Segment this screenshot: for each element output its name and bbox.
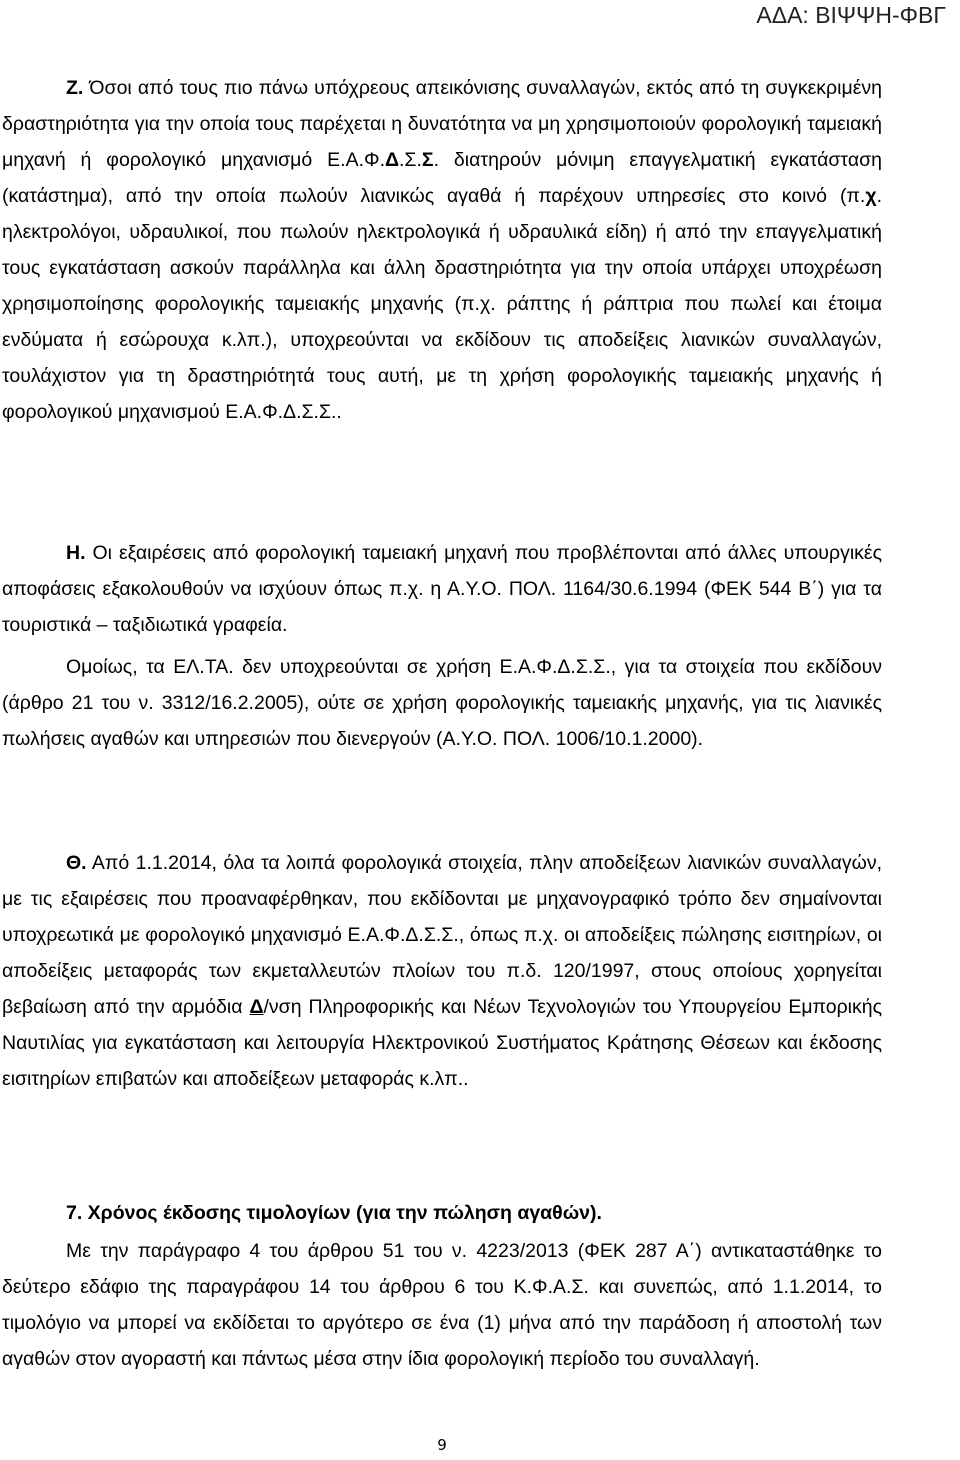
section-z-marker: Ζ. [66,77,84,99]
ada-header: ΑΔΑ: ΒΙΨΨΗ-ΦΒΓ [756,2,946,28]
section-z-text-a: Όσοι από τους πιο πάνω υπόχρεους απεικόνισης συναλλαγών, εκτός από τη συγκεκριμένη δραστηριότητα για την οποία τους παρέχεται η δυνατότητα να μη χρησιμοποιούν φορολογική ταμειακή μηχανή ή φορολογικό μηχανισμό Ε.Α.Φ. [2,77,882,171]
section-z-text-b: .Σ. [399,149,422,171]
section-z-text-d: . ηλεκτρολόγοι, υδραυλικοί, που πωλούν ηλεκτρολογικά ή υδραυλικά είδη) ή από την επαγγελματική τους εγκατάσταση ασκούν παράλληλα και άλλη δραστηριότητα για την οποία υπάρχει υποχρέωση χρησιμοποίησης φορολογικής ταμειακής μηχανής (π.χ. ράπτης ή ράπτρια που πωλεί και έτοιμα ενδύματα ή εσώρουχα κ.λπ.), υποχρεούνται να εκδίδουν τις αποδείξεις λιανικών συναλλαγών, τουλάχιστον για τη δραστηριότητά τους αυτή, με τη χρήση φορολογικής ταμειακής μηχανής ή φορολογικού μηχανισμού Ε.Α.Φ.Δ.Σ.Σ.. [2,185,882,423]
section-h-marker: Η. [66,542,86,564]
section-z-chi: χ [865,185,877,207]
section-th-marker: Θ. [66,852,87,874]
section-z-paragraph [2,70,882,430]
section-z-sigma: Σ [421,149,434,171]
page-number: 9 [437,1436,447,1454]
section-7-heading: 7. Χρόνος έκδοσης τιμολογίων (για την πώληση αγαθών). [66,1202,602,1224]
section-7-paragraph: Με την παράγραφο 4 του άρθρου 51 του ν. 4223/2013 (ΦΕΚ 287 Α΄) αντικαταστάθηκε το δεύτερο εδάφιο της παραγράφου 14 του άρθρου 6 του Κ.Φ.Α.Σ. και συνεπώς, από 1.1.2014, το τιμολόγιο να μπορεί να εκδίδεται το αργότερο σε ένα (1) μήνα από την παράδοση ή αποστολή των αγαθών στον αγοραστή και πάντως μέσα στην ίδια φορολογική περίοδο του συναλλαγή. [2,1240,882,1370]
elta-paragraph: Ομοίως, τα ΕΛ.ΤΑ. δεν υποχρεούνται σε χρήση Ε.Α.Φ.Δ.Σ.Σ., για τα στοιχεία που εκδίδουν (άρθρο 21 του ν. 3312/16.2.2005), ούτε σε χρήση φορολογικής ταμειακής μηχανής, για τις λιανικές πωλήσεις αγαθών και υπηρεσιών που διενεργούν (Α.Υ.Ο. ΠΟΛ. 1006/10.1.2000). [2,656,882,750]
section-h-text: Οι εξαιρέσεις από φορολογική ταμειακή μηχανή που προβλέπονται από άλλες υπουργικές αποφάσεις εξακολουθούν να ισχύουν όπως π.χ. η Α.Υ.Ο. ΠΟΛ. 1164/30.6.1994 (ΦΕΚ 544 Β΄) για τα τουριστικά – ταξιδιωτικά γραφεία. [2,542,882,636]
section-h-paragraph [2,535,882,643]
section-th-text: Από 1.1.2014, όλα τα λοιπά φορολογικά στοιχεία, πλην αποδείξεων λιανικών συναλλαγών, με τις εξαιρέσεις που προαναφέρθηκαν, που εκδίδονται με μηχανογραφικό τρόπο δεν σημαίνονται υποχρεωτικά με φορολογικό μηχανισμό Ε.Α.Φ.Δ.Σ.Σ., όπως π.χ. οι αποδείξεις πώλησης εισιτηρίων, οι αποδείξεις μεταφοράς των εκμεταλλευτών πλοίων του π.δ. 120/1997, στους οποίους χορηγείται βεβαίωση από την αρμόδια [2,852,882,1018]
section-z-delta: Δ [385,149,400,171]
directorate-delta: Δ [249,996,264,1018]
section-th-paragraph [2,845,882,1097]
section-th-text-end: /νση Πληροφορικής και Νέων Τεχνολογιών του Υπουργείου Εμπορικής Ναυτιλίας για εγκατάσταση και λειτουργία Ηλεκτρονικού Συστήματος Κράτησης Θέσεων και έκδοσης εισιτηρίων επιβατών και αποδείξεων μεταφοράς κ.λπ.. [2,996,882,1090]
section-z-text-c: . διατηρούν μόνιμη επαγγελματική εγκατάσταση (κατάστημα), από την οποία πωλούν λιανικώς αγαθά ή παρέχουν υπηρεσίες στο κοινό (π. [2,149,883,207]
